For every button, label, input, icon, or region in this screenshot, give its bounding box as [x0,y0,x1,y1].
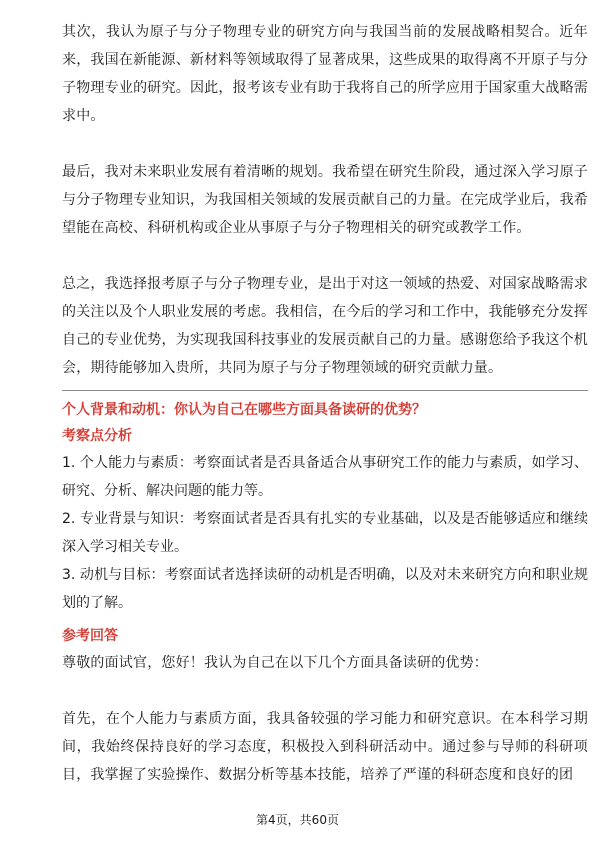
section-divider [62,390,588,391]
answer-heading: 参考回答 [62,628,118,644]
analysis-item: 3. 动机与目标：考察面试者选择读研的动机是否明确，以及对未来研究方向和职业规划的了解。 [62,567,588,611]
question-title: 个人背景和动机：你认为自己在哪些方面具备读研的优势？ [62,402,426,418]
paragraph-gap [62,677,588,705]
paragraph-gap [62,130,588,158]
paragraph-second-reason: 其次，我认为原子与分子物理专业的研究方向与我国当前的发展战略相契合。近年来，我国在新能源、新材料等领域取得了显著成果，这些成果的取得离不开原子与分子物理专业的研究。因此，报考该专业有助于我将自己的所学应用于国家重大战略需求中。 [62,24,588,124]
paragraph-conclusion: 总之，我选择报考原子与分子物理专业，是出于对这一领域的热爱、对国家战略需求的关注以及个人职业发展的考虑。我相信，在今后的学习和工作中，我能够充分发挥自己的专业优势，为实现我国科技事业的发展贡献自己的力量。感谢您给予我这个机会，期待能够加入贵所，共同为原子与分子物理领域的研究贡献力量。 [62,276,588,376]
answer-greeting: 尊敬的面试官，您好！我认为自己在以下几个方面具备读研的优势： [62,655,488,671]
analysis-item: 1. 个人能力与素质：考察面试者是否具备适合从事研究工作的能力与素质，如学习、研究、分析、解决问题的能力等。 [62,455,588,499]
analysis-heading: 考察点分析 [62,428,132,444]
paragraph-gap [62,242,588,270]
paragraph-final-reason: 最后，我对未来职业发展有着清晰的规划。我希望在研究生阶段，通过深入学习原子与分子物理专业知识，为我国相关领域的发展贡献自己的力量。在完成学业后，我希望能在高校、科研机构或企业从事原子与分子物理相关的研究或教学工作。 [62,164,588,236]
page-content [62,18,588,789]
page-number-footer: 第4页，共60页 [256,813,339,827]
answer-first-point: 首先，在个人能力与素质方面，我具备较强的学习能力和研究意识。在本科学习期间，我始终保持良好的学习态度，积极投入到科研活动中。通过参与导师的科研项目，我掌握了实验操作、数据分析等基本技能，培养了严谨的科研态度和良好的团 [62,711,588,783]
analysis-item: 2. 专业背景与知识：考察面试者是否具有扎实的专业基础，以及是否能够适应和继续深入学习相关专业。 [62,511,588,555]
